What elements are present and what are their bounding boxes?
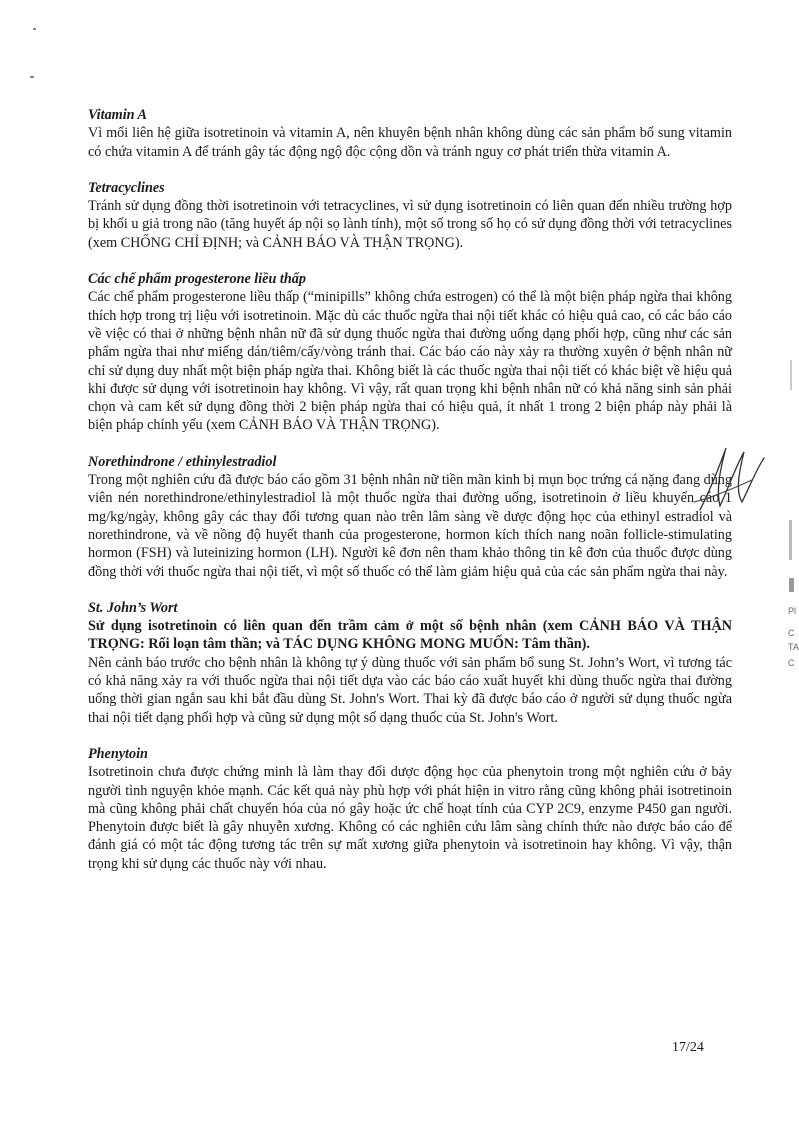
section-heading: Tetracyclines: [88, 179, 165, 196]
document-body: [88, 106, 732, 891]
section-heading: Các chế phẩm progesterone liều thấp: [88, 271, 306, 288]
edge-fragment: C: [788, 658, 795, 668]
section-st-johns-wort: [88, 599, 732, 727]
section-paragraph: Các chế phẩm progesterone liều thấp (“minipills” không chứa estrogen) có thể là một biện pháp ngừa thai không thích hợp trong trị liệu với isotretinoin. Mặc dù các thuốc ngừa thai nội tiết khác có hiệu quả cao, có các báo cáo về việc có thai ở những bệnh nhân nữ đã sử dụng thuốc ngừa thai đường uống dạng phối hợp, cũng như các sản phẩm ngừa thai như miếng dán/tiêm/cấy/vòng tránh thai. Các báo cáo này xảy ra thường xuyên ở bệnh nhân nữ chỉ sử dụng duy nhất một biện pháp ngừa thai. Không biết là các thuốc ngừa thai nội tiết có khác biệt về hiệu quả khi được sử dụng với isotretinoin hay không. Vì vậy, rất quan trọng khi bệnh nhân nữ có khả năng sinh sản phải chọn và cam kết sử dụng đồng thời 2 biện pháp ngừa thai có hiệu quả, ít nhất 1 trong 2 biện pháp này phải là biện pháp chính yếu (xem CẢNH BÁO VÀ THẬN TRỌNG).: [88, 289, 732, 434]
edge-fragment: TA: [788, 642, 799, 652]
scan-mark: [790, 360, 792, 390]
scan-mark: [789, 578, 794, 592]
scan-mark: [30, 76, 34, 78]
section-heading: Norethindrone / ethinylestradiol: [88, 453, 277, 470]
section-heading: St. John’s Wort: [88, 599, 178, 616]
scan-mark: [33, 28, 36, 30]
edge-fragment: Pl: [788, 606, 797, 616]
section-norethindrone: [88, 453, 732, 581]
section-phenytoin: [88, 745, 732, 873]
section-heading: Vitamin A: [88, 107, 148, 123]
section-tetracyclines: [88, 179, 732, 252]
section-paragraph: Nên cảnh báo trước cho bệnh nhân là không tự ý dùng thuốc với sản phẩm bổ sung St. John’s Wort, vì tương tác có khả năng xảy ra với thuốc ngừa thai nội tiết dựa vào các báo cáo xuất huyết khi dùng thuốc ngừa thai đường uống thời gian ngắn sau khi bắt đầu dùng St. John's Wort. Thai kỳ đã được báo cáo ở người sử dụng thuốc ngừa thai nội tiết dạng phối hợp và cũng sử dụng một số dạng thuốc của St. John's Wort.: [88, 654, 732, 726]
handwritten-signature: [690, 440, 770, 520]
section-vitamin-a: [88, 106, 732, 161]
section-paragraph: Vì mối liên hệ giữa isotretinoin và vitamin A, nên khuyên bệnh nhân không dùng các sản phẩm bổ sung vitamin có chứa vitamin A để tránh gây tác động ngộ độc cộng dồn và tránh nguy cơ phát triển thừa vitamin A.: [88, 125, 732, 160]
scan-mark: [789, 520, 792, 560]
section-paragraph: Trong một nghiên cứu đã được báo cáo gồm 31 bệnh nhân nữ tiền mãn kinh bị mụn bọc trứng cá nặng đang dùng viên nén norethindrone/ethinylestradiol là một thuốc ngừa thai đường uống, isotretinoin ở liều khuyến cáo 1 mg/kg/ngày, không gây các thay đổi tương quan nào trên lâm sàng về dược động học của ethinyl estradiol và norethindrone, và về nồng độ huyết thanh của progesterone, hormon kích thích nang noãn follicle-stimulating hormon (FSH) và luteinizing hormon (LH). Người kê đơn nên tham khảo thông tin kê đơn của thuốc được dùng đồng thời với thuốc ngừa thai nội tiết, vì một số thuốc có thể làm giảm hiệu quả của các sản phẩm ngừa thai này.: [88, 472, 732, 580]
page-number: 17/24: [672, 1040, 704, 1055]
edge-fragment: C: [788, 628, 795, 638]
warning-paragraph: Sử dụng isotretinoin có liên quan đến trầm cảm ở một số bệnh nhân (xem CẢNH BÁO VÀ THẬN TRỌNG: Rối loạn tâm thần; và TÁC DỤNG KHÔNG MONG MUỐN: Tâm thần).: [88, 618, 732, 653]
section-paragraph: Isotretinoin chưa được chứng minh là làm thay đổi dược động học của phenytoin trong một nghiên cứu ở bảy người tình nguyện khỏe mạnh. Các kết quả này phù hợp với phát hiện in vitro rằng cũng không phải isotretinoin mà cũng không phải chất chuyển hóa của nó gây hoặc ức chế hoạt tính của CYP 2C9, enzyme P450 gan người. Phenytoin được biết là gây nhuyễn xương. Không có các nghiên cứu lâm sàng chính thức nào được báo cáo để đánh giá có một tác động tương tác trên sự mất xương giữa phenytoin và isotretinoin hay không. Vì vậy, thận trọng khi sử dụng các thuốc này với nhau.: [88, 764, 732, 872]
section-paragraph: Tránh sử dụng đồng thời isotretinoin với tetracyclines, vì sử dụng isotretinoin có liên quan đến nhiều trường hợp bị khối u giả trong não (tăng huyết áp nội sọ lành tính), một số trong số họ có sử dụng đồng thời với tetracyclines (xem CHỐNG CHỈ ĐỊNH; và CẢNH BÁO VÀ THẬN TRỌNG).: [88, 198, 732, 251]
section-heading: Phenytoin: [88, 745, 148, 762]
section-progesterone: [88, 270, 732, 435]
